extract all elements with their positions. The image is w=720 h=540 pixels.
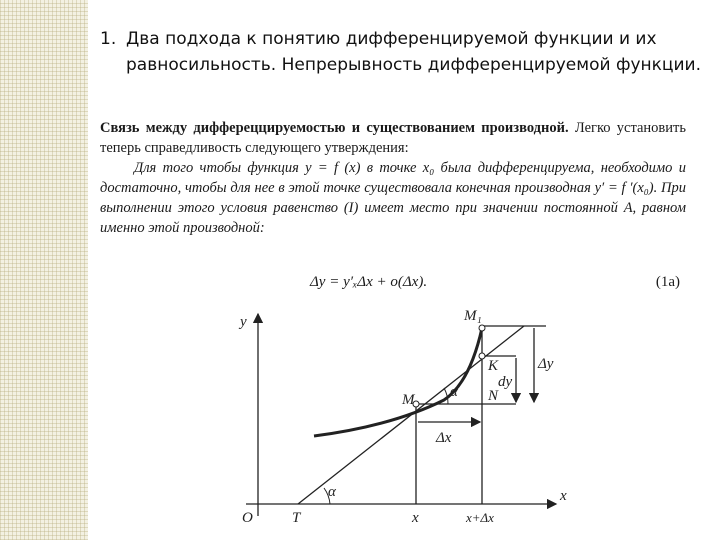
label-origin: O <box>242 510 253 526</box>
label-N: N <box>488 388 499 404</box>
label-alpha-upper: α <box>450 384 458 400</box>
label-alpha-lower: α <box>328 484 336 500</box>
tangent-diagram <box>226 304 586 540</box>
theorem-statement: Для того чтобы функция y = f (x) в точке x₀ была дифференцируема, необходимо и достаточно, чтобы для нее в этой точке существовала конечная производная y′ = f ′(x₀). При выполнении этого условия равенство (I) имеет место при значении постоянной A, равном именно этой производной: <box>100 160 686 236</box>
paragraph-1 <box>100 118 686 158</box>
label-y-axis: y <box>240 314 247 330</box>
formula-1a: Δy = y′ₓΔx + o(Δx). <box>310 274 428 290</box>
label-K: K <box>488 358 499 374</box>
heading-line-1: Два подхода к понятию дифференцируемой функции и их <box>126 29 657 49</box>
label-x-plus-dx: x+Δx <box>466 510 494 525</box>
label-dx: Δx <box>436 430 452 446</box>
paragraph-1-text: Легко установить теперь справедливость следующего утверждения: <box>100 120 686 156</box>
point-M1 <box>479 325 485 331</box>
heading-line-2: равносильность. Непрерывность дифференцируемой функции. <box>126 55 701 75</box>
label-M: M <box>402 392 415 408</box>
decorative-side-strip <box>0 0 88 540</box>
scanned-text-block <box>100 118 686 290</box>
point-K <box>479 353 485 359</box>
label-T: T <box>292 510 301 526</box>
label-dy-diff: dy <box>498 374 513 390</box>
heading-number: 1. <box>100 29 117 49</box>
label-M1: M₁ <box>464 308 482 324</box>
label-x: x <box>412 510 419 526</box>
label-x-axis: x <box>560 488 567 504</box>
alpha-arc-upper <box>444 388 448 404</box>
label-dy-total: Δy <box>538 356 554 372</box>
paragraph-1-bold: Связь между диффереццируемостью и существованием производной. <box>100 120 569 136</box>
curve <box>314 328 482 436</box>
equation-number: (1a) <box>655 274 680 290</box>
